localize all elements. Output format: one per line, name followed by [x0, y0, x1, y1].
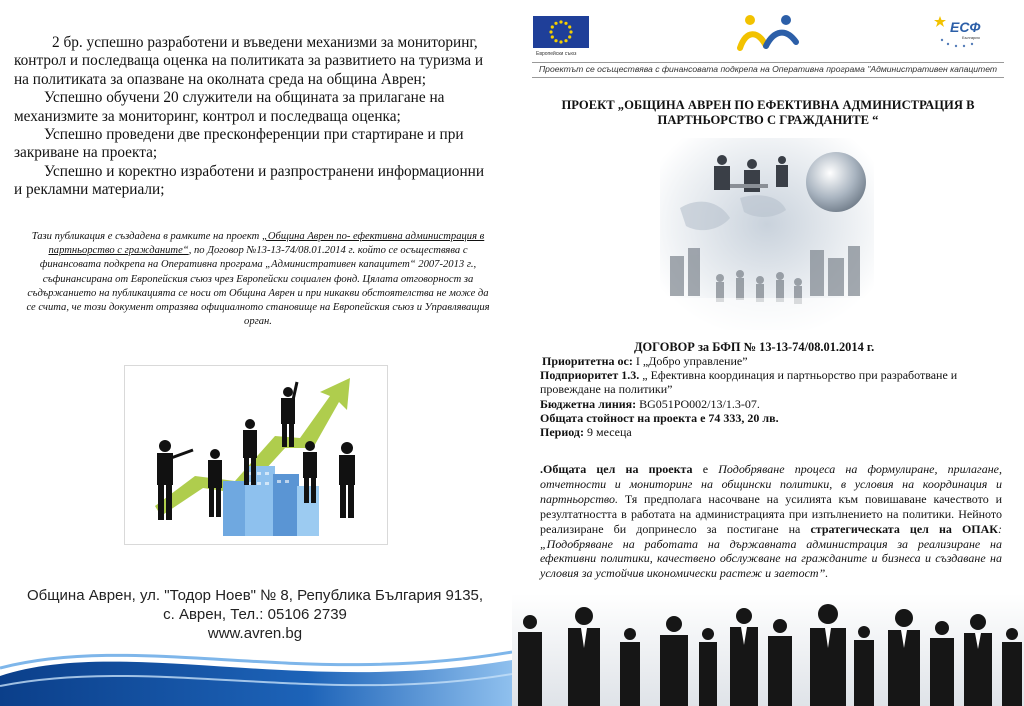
disclaimer-intro: Тази публикация е създадена в рамките на проект [31, 231, 262, 242]
budget-value: BG051PO002/13/1.3-07. [636, 396, 760, 411]
disclaimer-rest: , по Договор №13-13-74/08.01.2014 г. който се осъществява с финансовата подкрепа на Оперативна програма „Административен капацитет“ 2007-2013 г., съфинансирана от Европейския съюз чрез Европейски социален фонд. Цялата отговорност за съдържанието на публикацията се носи от Община Аврен и при никакви обстоятелства не може да се счита, че този документ отразява официалното становище на Европейския съюз и Управляващия орган. [26, 245, 490, 328]
project-results-list [14, 34, 484, 200]
period-value: 9 месеца [583, 425, 632, 440]
project-info [540, 354, 1010, 439]
cover-panel [512, 0, 1024, 706]
funding-disclaimer [26, 230, 490, 329]
cover-photo-collage [660, 138, 874, 330]
result-item: Успешно проведени две пресконференции при стартиране и при закриване на проекта; [14, 126, 464, 162]
result-item: 2 бр. успешно разработени и въведени механизми за мониторинг, контрол и последваща оценка на политиката за развитието на туризма и на политиката за опазване на околната среда на община Аврен; [14, 34, 484, 88]
strategic-italic: : „Подобряване на работата на държавната администрация за реализиране на ефективни политики, качествено обслужване на гражданите и бизнеса и създаване на условия за устойчив икономически растеж и заетост”. [540, 521, 1003, 581]
growth-chart-image [125, 366, 387, 544]
phone-line: с. Аврен, Тел.: 05106 2739 [163, 606, 347, 623]
period-label: Период: [540, 425, 584, 440]
priority-label: Приоритетна ос: [542, 354, 633, 368]
goal-label: .Общата цел на проекта [540, 462, 693, 476]
strategic-label: стратегическата цел на ОПАК [810, 521, 999, 536]
goal-italic: Подобряване процеса на формулиране, прилагане, отчетности и мониторинг на общински политики, в условия на координация и партньорство. [540, 462, 1003, 506]
contract-number: ДОГОВОР за БФП № 13-13-74/08.01.2014 г. [634, 340, 875, 354]
operational-programme-logo [736, 12, 800, 52]
header-divider [532, 62, 1004, 63]
budget-line [540, 397, 1010, 411]
result-item: Успешно и коректно изработени и разпространени информационни и рекламни материали; [14, 162, 485, 199]
website-link[interactable]: www.avren.bg [207, 625, 303, 642]
business-growth-illustration [124, 365, 388, 545]
project-period [540, 425, 1010, 439]
eu-flag-icon [533, 16, 589, 48]
logo-bar [512, 0, 1024, 62]
goal-text: Тя предполага насочване на усилията към повишаване качеството и резултатността в работата на администрацията при изпълнението на политики. Нейното реализиране би допринесло за постигане на [540, 491, 1002, 536]
business-people-silhouettes [512, 594, 1024, 706]
subpriority-label: Подприоритет 1.3. [540, 368, 640, 383]
budget-label: Бюджетна линия: [540, 396, 637, 411]
total-value [540, 411, 1010, 425]
result-item: Успешно обучени 20 служители на общината за прилагане на механизмите за мониторинг, контрол и последваща оценка; [14, 89, 445, 125]
address-line: Община Аврен, ул. "Тодор Ноев" № 8, Република България 9135, [26, 587, 484, 604]
subpriority-value: „ Ефективна координация и партньорство при разработване и провеждане на политики” [540, 368, 958, 397]
eu-caption: Европейски съюз [536, 51, 577, 57]
esf-logo [932, 10, 998, 50]
blue-wave-decoration [0, 596, 512, 706]
disclaimer-project-link: „Община Аврен по- ефективна администрация в партньорство с гражданите“ [48, 231, 485, 257]
priority-axis [540, 354, 1010, 368]
funding-tagline: Проектът се осъществява с финансовата подкрепа на Оперативна програма "Административен капацитет [538, 64, 998, 74]
project-title: ПРОЕКТ „ОБЩИНА АВРЕН ПО ЕФЕКТИВНА АДМИНИСТРАЦИЯ В ПАРТНЬОРСТВО С ГРАЖДАНИТЕ “ [561, 98, 975, 127]
total-label: Общата стойност на проекта е 74 333, 20 лв. [540, 410, 779, 425]
esf-label: ЕСФ [950, 19, 981, 35]
priority-value: I „Добро управление” [632, 354, 748, 368]
header-divider [532, 77, 1004, 78]
sub-priority [540, 368, 1010, 396]
esf-sub: България [962, 35, 980, 40]
project-goal [540, 462, 1002, 581]
goal-connector: е [692, 462, 719, 476]
